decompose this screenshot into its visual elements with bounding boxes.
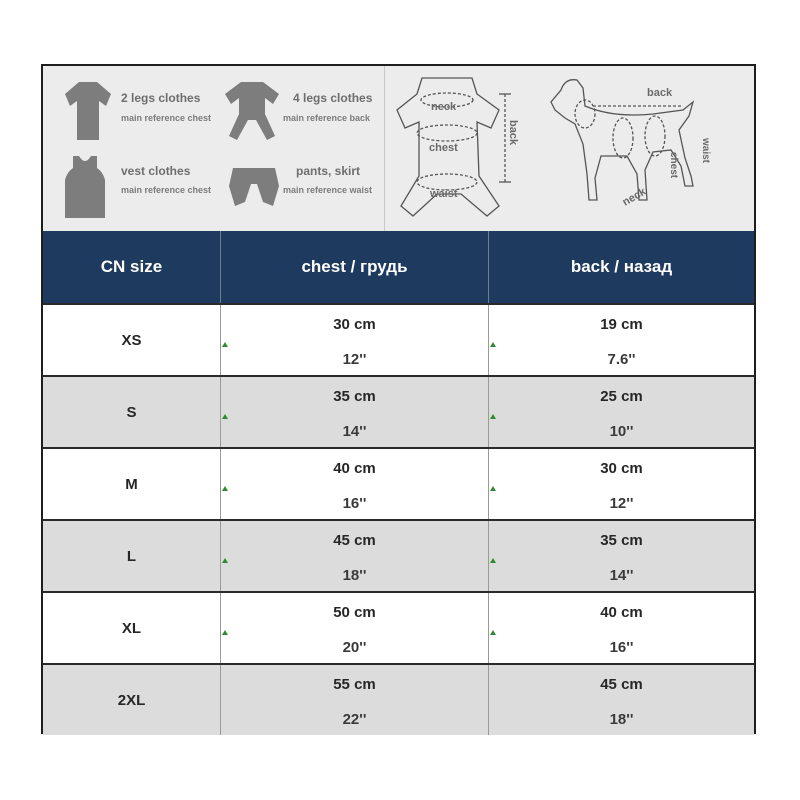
vest-title: vest clothes (121, 164, 191, 178)
garment-waist-label: waist (430, 188, 458, 200)
pants-icon (227, 166, 281, 210)
chest-cm-value: 30 cm (333, 316, 376, 333)
vest-subtitle: main reference chest (121, 185, 212, 195)
back-inch-value: 18'' (609, 711, 634, 728)
cell-marker-icon (490, 630, 496, 635)
measurement-guide-banner (43, 66, 754, 231)
back-inch-value: 14'' (609, 567, 634, 584)
banner-divider (384, 66, 385, 231)
cell-marker-icon (222, 342, 228, 347)
back-inch-value: 12'' (609, 495, 634, 512)
garment-measurement-diagram (387, 66, 527, 231)
four-legs-title: 4 legs clothes (293, 91, 373, 105)
table-row (43, 375, 754, 447)
dog-neck-label: neck (620, 185, 649, 209)
cell-marker-icon (222, 486, 228, 491)
back-column-header: back / назад (488, 231, 754, 303)
chest-inch-value: 18'' (342, 567, 367, 584)
pants-title: pants, skirt (296, 164, 361, 178)
back-cm-value: 45 cm (600, 676, 643, 693)
back-cm-value: 30 cm (600, 460, 643, 477)
size-chart (41, 64, 756, 734)
garment-chest-label: chest (429, 142, 458, 154)
table-header-row (43, 231, 754, 303)
back-inch-value: 10'' (609, 423, 634, 440)
two-legs-title: 2 legs clothes (121, 91, 201, 105)
chest-inch-value: 16'' (342, 495, 367, 512)
table-row (43, 447, 754, 519)
pants-subtitle: main reference waist (283, 185, 373, 195)
chest-cm-value: 40 cm (333, 460, 376, 477)
dog-chest-label: chest (668, 152, 679, 179)
dog-waist-label: waist (700, 138, 711, 164)
jumpsuit-icon (223, 80, 281, 142)
cell-marker-icon (490, 558, 496, 563)
cell-marker-icon (490, 486, 496, 491)
size-label: XS (121, 331, 142, 349)
chest-cm-value: 50 cm (333, 604, 376, 621)
size-label: 2XL (117, 691, 146, 709)
size-label: M (125, 475, 138, 493)
cell-marker-icon (490, 414, 496, 419)
cell-marker-icon (222, 414, 228, 419)
cell-marker-icon (222, 558, 228, 563)
back-cm-value: 25 cm (600, 388, 643, 405)
back-inch-value: 16'' (609, 639, 634, 656)
table-row (43, 591, 754, 663)
size-label: S (126, 403, 137, 421)
dog-back-label: back (647, 87, 673, 99)
back-cm-value: 40 cm (600, 604, 643, 621)
two-legs-subtitle: main reference chest (121, 113, 212, 123)
chest-cm-value: 55 cm (333, 676, 376, 693)
chest-cm-value: 45 cm (333, 532, 376, 549)
chest-cm-value: 35 cm (333, 388, 376, 405)
size-table (43, 231, 754, 735)
chest-inch-value: 22'' (342, 711, 367, 728)
dog-measurement-diagram (543, 66, 713, 231)
back-cm-value: 19 cm (600, 316, 643, 333)
back-inch-value: 7.6'' (607, 351, 636, 368)
garment-back-label: back (507, 120, 519, 146)
cell-marker-icon (222, 630, 228, 635)
chest-inch-value: 14'' (342, 423, 367, 440)
garment-neck-label: neck (431, 101, 457, 113)
cell-marker-icon (490, 342, 496, 347)
chest-column-header: chest / грудь (220, 231, 488, 303)
table-row (43, 663, 754, 735)
chest-inch-value: 20'' (342, 639, 367, 656)
tshirt-icon (63, 80, 113, 142)
size-column-header: CN size (100, 257, 163, 276)
vest-icon (63, 154, 107, 220)
table-row (43, 519, 754, 591)
four-legs-subtitle: main reference back (283, 113, 371, 123)
size-label: XL (121, 619, 142, 637)
size-label: L (126, 547, 137, 565)
chest-inch-value: 12'' (342, 351, 367, 368)
table-row (43, 303, 754, 375)
back-cm-value: 35 cm (600, 532, 643, 549)
